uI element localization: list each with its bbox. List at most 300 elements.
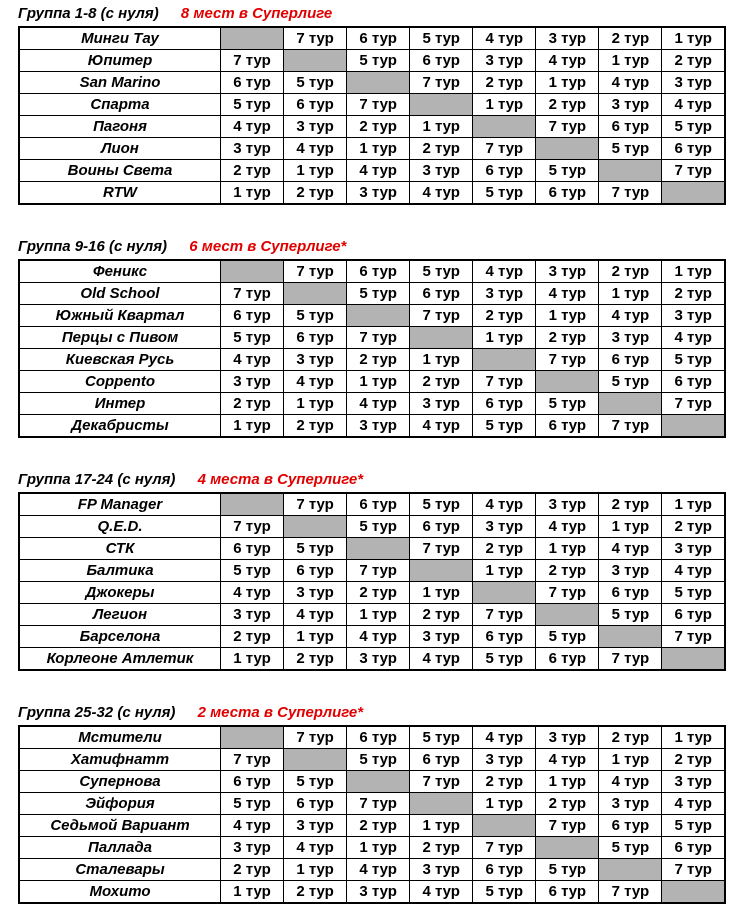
table-row (19, 327, 725, 349)
group-note: 2 места в Суперлиге* (197, 704, 364, 721)
self-match-cell (662, 648, 725, 671)
round-cell: 3 тур (410, 859, 473, 881)
round-cell: 4 тур (536, 50, 599, 72)
round-cell: 1 тур (347, 837, 410, 859)
round-cell: 3 тур (599, 327, 662, 349)
round-cell: 5 тур (410, 27, 473, 50)
table-row (19, 415, 725, 438)
round-cell: 2 тур (284, 648, 347, 671)
round-cell: 3 тур (221, 138, 284, 160)
round-cell: 6 тур (284, 94, 347, 116)
round-cell: 4 тур (599, 305, 662, 327)
round-cell: 7 тур (599, 182, 662, 205)
round-cell: 5 тур (536, 393, 599, 415)
table-row (19, 560, 725, 582)
table-row (19, 582, 725, 604)
round-cell: 1 тур (599, 516, 662, 538)
self-match-cell (410, 327, 473, 349)
team-name: Легион (19, 604, 221, 626)
round-cell: 3 тур (536, 260, 599, 283)
table-row (19, 138, 725, 160)
self-match-cell (536, 604, 599, 626)
round-cell: 7 тур (284, 726, 347, 749)
round-cell: 7 тур (599, 881, 662, 904)
table-row (19, 182, 725, 205)
round-cell: 5 тур (284, 771, 347, 793)
round-cell: 3 тур (284, 815, 347, 837)
group-title: Группа 1-8 (18, 5, 97, 22)
group-header-3 (18, 470, 363, 490)
round-cell: 2 тур (347, 582, 410, 604)
round-cell: 4 тур (347, 160, 410, 182)
round-cell: 6 тур (473, 160, 536, 182)
table-row (19, 771, 725, 793)
round-cell: 7 тур (662, 160, 725, 182)
round-cell: 2 тур (410, 138, 473, 160)
round-cell: 5 тур (221, 94, 284, 116)
table-row (19, 72, 725, 94)
schedule-table-1 (18, 26, 726, 205)
round-cell: 3 тур (536, 493, 599, 516)
team-name: СТК (19, 538, 221, 560)
round-cell: 1 тур (410, 582, 473, 604)
round-cell: 4 тур (347, 859, 410, 881)
round-cell: 6 тур (410, 50, 473, 72)
round-cell: 4 тур (410, 881, 473, 904)
round-cell: 2 тур (662, 283, 725, 305)
round-cell: 6 тур (599, 116, 662, 138)
round-cell: 7 тур (347, 793, 410, 815)
self-match-cell (284, 516, 347, 538)
round-cell: 1 тур (221, 415, 284, 438)
round-cell: 3 тур (662, 305, 725, 327)
team-name: Пагоня (19, 116, 221, 138)
round-cell: 4 тур (410, 182, 473, 205)
round-cell: 1 тур (599, 50, 662, 72)
round-cell: 7 тур (221, 749, 284, 771)
round-cell: 5 тур (284, 72, 347, 94)
table-row (19, 538, 725, 560)
round-cell: 1 тур (599, 283, 662, 305)
round-cell: 1 тур (221, 648, 284, 671)
round-cell: 6 тур (347, 27, 410, 50)
round-cell: 3 тур (410, 160, 473, 182)
round-cell: 1 тур (536, 305, 599, 327)
round-cell: 3 тур (473, 749, 536, 771)
round-cell: 5 тур (221, 327, 284, 349)
round-cell: 2 тур (599, 493, 662, 516)
group-subtitle: (с нуля) (100, 5, 159, 22)
round-cell: 7 тур (662, 626, 725, 648)
team-name: Балтика (19, 560, 221, 582)
team-name: Соррento (19, 371, 221, 393)
round-cell: 5 тур (347, 50, 410, 72)
round-cell: 3 тур (536, 726, 599, 749)
self-match-cell (221, 726, 284, 749)
self-match-cell (221, 260, 284, 283)
self-match-cell (473, 582, 536, 604)
round-cell: 7 тур (536, 349, 599, 371)
self-match-cell (536, 837, 599, 859)
round-cell: 3 тур (347, 881, 410, 904)
round-cell: 2 тур (221, 160, 284, 182)
round-cell: 6 тур (536, 415, 599, 438)
team-name: Эйфория (19, 793, 221, 815)
table-row (19, 749, 725, 771)
table-row (19, 27, 725, 50)
team-name: RTW (19, 182, 221, 205)
group-subtitle: (с нуля) (117, 471, 176, 488)
round-cell: 3 тур (347, 648, 410, 671)
round-cell: 1 тур (284, 859, 347, 881)
round-cell: 7 тур (221, 516, 284, 538)
round-cell: 4 тур (599, 538, 662, 560)
round-cell: 5 тур (662, 815, 725, 837)
table-row (19, 94, 725, 116)
team-name: Воины Света (19, 160, 221, 182)
self-match-cell (284, 749, 347, 771)
round-cell: 6 тур (536, 182, 599, 205)
team-name: Декабристы (19, 415, 221, 438)
round-cell: 6 тур (473, 393, 536, 415)
round-cell: 3 тур (410, 626, 473, 648)
round-cell: 5 тур (284, 305, 347, 327)
team-name: Джокеры (19, 582, 221, 604)
round-cell: 7 тур (536, 582, 599, 604)
round-cell: 7 тур (536, 815, 599, 837)
schedule-table-2 (18, 259, 726, 438)
round-cell: 7 тур (410, 771, 473, 793)
round-cell: 6 тур (599, 582, 662, 604)
round-cell: 3 тур (221, 837, 284, 859)
round-cell: 6 тур (536, 648, 599, 671)
group-note: 8 мест в Суперлиге (180, 5, 333, 22)
self-match-cell (347, 72, 410, 94)
round-cell: 2 тур (284, 415, 347, 438)
round-cell: 6 тур (221, 72, 284, 94)
round-cell: 4 тур (284, 371, 347, 393)
group-subtitle: (с нуля) (108, 238, 168, 255)
self-match-cell (473, 116, 536, 138)
round-cell: 2 тур (662, 516, 725, 538)
round-cell: 4 тур (221, 116, 284, 138)
round-cell: 4 тур (221, 582, 284, 604)
round-cell: 6 тур (662, 837, 725, 859)
self-match-cell (410, 94, 473, 116)
round-cell: 3 тур (599, 560, 662, 582)
table-row (19, 793, 725, 815)
team-name: Хатифнатт (19, 749, 221, 771)
group-title: Группа 9-16 (18, 238, 105, 255)
round-cell: 7 тур (284, 260, 347, 283)
round-cell: 6 тур (410, 283, 473, 305)
round-cell: 5 тур (347, 749, 410, 771)
round-cell: 6 тур (473, 859, 536, 881)
round-cell: 5 тур (410, 493, 473, 516)
round-cell: 3 тур (662, 72, 725, 94)
schedule-table-4 (18, 725, 726, 904)
round-cell: 3 тур (284, 349, 347, 371)
round-cell: 4 тур (536, 516, 599, 538)
round-cell: 1 тур (536, 538, 599, 560)
round-cell: 1 тур (221, 881, 284, 904)
table-row (19, 626, 725, 648)
round-cell: 1 тур (662, 27, 725, 50)
schedule-table-3 (18, 492, 726, 671)
round-cell: 1 тур (221, 182, 284, 205)
table-row (19, 305, 725, 327)
round-cell: 6 тур (662, 371, 725, 393)
round-cell: 5 тур (662, 116, 725, 138)
self-match-cell (536, 138, 599, 160)
table-row (19, 283, 725, 305)
round-cell: 4 тур (347, 626, 410, 648)
self-match-cell (221, 493, 284, 516)
round-cell: 2 тур (347, 815, 410, 837)
round-cell: 6 тур (662, 138, 725, 160)
round-cell: 3 тур (347, 182, 410, 205)
group-note: 6 мест в Суперлиге* (189, 238, 347, 255)
round-cell: 5 тур (599, 371, 662, 393)
round-cell: 7 тур (662, 393, 725, 415)
self-match-cell (599, 160, 662, 182)
round-cell: 5 тур (473, 881, 536, 904)
round-cell: 5 тур (410, 726, 473, 749)
round-cell: 7 тур (473, 371, 536, 393)
round-cell: 7 тур (347, 327, 410, 349)
round-cell: 5 тур (473, 415, 536, 438)
group-subtitle: (с нуля) (117, 704, 176, 721)
group-note: 4 места в Суперлиге* (197, 471, 364, 488)
team-name: Old School (19, 283, 221, 305)
round-cell: 1 тур (410, 116, 473, 138)
round-cell: 7 тур (536, 116, 599, 138)
round-cell: 6 тур (347, 260, 410, 283)
table-row (19, 837, 725, 859)
round-cell: 5 тур (536, 160, 599, 182)
round-cell: 2 тур (599, 27, 662, 50)
round-cell: 2 тур (536, 327, 599, 349)
self-match-cell (284, 283, 347, 305)
round-cell: 4 тур (662, 94, 725, 116)
group-title: Группа 25-32 (18, 704, 114, 721)
team-name: Перцы с Пивом (19, 327, 221, 349)
table-row (19, 604, 725, 626)
round-cell: 2 тур (410, 371, 473, 393)
team-name: Спарта (19, 94, 221, 116)
round-cell: 5 тур (473, 182, 536, 205)
table-row (19, 881, 725, 904)
self-match-cell (284, 50, 347, 72)
round-cell: 7 тур (410, 305, 473, 327)
round-cell: 4 тур (536, 283, 599, 305)
round-cell: 6 тур (410, 749, 473, 771)
round-cell: 1 тур (536, 72, 599, 94)
round-cell: 7 тур (473, 837, 536, 859)
round-cell: 1 тур (662, 493, 725, 516)
round-cell: 2 тур (410, 837, 473, 859)
round-cell: 7 тур (284, 27, 347, 50)
team-name: Феникс (19, 260, 221, 283)
round-cell: 6 тур (284, 560, 347, 582)
team-name: Седьмой Вариант (19, 815, 221, 837)
self-match-cell (347, 538, 410, 560)
team-name: Паллада (19, 837, 221, 859)
team-name: Минги Тау (19, 27, 221, 50)
round-cell: 4 тур (473, 260, 536, 283)
round-cell: 1 тур (284, 160, 347, 182)
round-cell: 5 тур (221, 560, 284, 582)
table-row (19, 116, 725, 138)
round-cell: 6 тур (347, 493, 410, 516)
round-cell: 7 тур (599, 648, 662, 671)
round-cell: 2 тур (662, 50, 725, 72)
round-cell: 5 тур (599, 837, 662, 859)
round-cell: 1 тур (284, 626, 347, 648)
round-cell: 7 тур (599, 415, 662, 438)
team-name: Южный Квартал (19, 305, 221, 327)
round-cell: 4 тур (284, 138, 347, 160)
team-name: Барселона (19, 626, 221, 648)
round-cell: 6 тур (221, 305, 284, 327)
round-cell: 6 тур (221, 538, 284, 560)
table-row (19, 160, 725, 182)
self-match-cell (599, 859, 662, 881)
table-row (19, 349, 725, 371)
self-match-cell (410, 793, 473, 815)
round-cell: 1 тур (662, 726, 725, 749)
round-cell: 3 тур (662, 771, 725, 793)
round-cell: 1 тур (284, 393, 347, 415)
round-cell: 4 тур (599, 72, 662, 94)
team-name: San Marino (19, 72, 221, 94)
round-cell: 4 тур (221, 349, 284, 371)
round-cell: 6 тур (662, 604, 725, 626)
round-cell: 3 тур (473, 50, 536, 72)
round-cell: 1 тур (473, 94, 536, 116)
round-cell: 7 тур (347, 560, 410, 582)
round-cell: 7 тур (221, 50, 284, 72)
self-match-cell (473, 815, 536, 837)
round-cell: 1 тур (662, 260, 725, 283)
self-match-cell (347, 771, 410, 793)
self-match-cell (473, 349, 536, 371)
round-cell: 6 тур (473, 626, 536, 648)
round-cell: 4 тур (662, 327, 725, 349)
round-cell: 2 тур (347, 116, 410, 138)
round-cell: 4 тур (599, 771, 662, 793)
self-match-cell (662, 182, 725, 205)
round-cell: 6 тур (599, 815, 662, 837)
round-cell: 1 тур (347, 604, 410, 626)
round-cell: 2 тур (410, 604, 473, 626)
round-cell: 5 тур (536, 859, 599, 881)
round-cell: 2 тур (284, 881, 347, 904)
table-row (19, 815, 725, 837)
round-cell: 7 тур (410, 538, 473, 560)
round-cell: 6 тур (284, 327, 347, 349)
round-cell: 5 тур (599, 138, 662, 160)
round-cell: 5 тур (662, 582, 725, 604)
round-cell: 7 тур (347, 94, 410, 116)
table-row (19, 50, 725, 72)
round-cell: 3 тур (221, 371, 284, 393)
self-match-cell (410, 560, 473, 582)
round-cell: 1 тур (347, 371, 410, 393)
round-cell: 2 тур (473, 72, 536, 94)
team-name: Киевская Русь (19, 349, 221, 371)
round-cell: 1 тур (536, 771, 599, 793)
round-cell: 6 тур (347, 726, 410, 749)
round-cell: 5 тур (410, 260, 473, 283)
round-cell: 3 тур (284, 116, 347, 138)
round-cell: 2 тур (662, 749, 725, 771)
round-cell: 5 тур (347, 516, 410, 538)
round-cell: 3 тур (599, 793, 662, 815)
team-name: Q.E.D. (19, 516, 221, 538)
round-cell: 3 тур (221, 604, 284, 626)
round-cell: 5 тур (599, 604, 662, 626)
table-row (19, 260, 725, 283)
table-row (19, 393, 725, 415)
round-cell: 2 тур (473, 771, 536, 793)
round-cell: 1 тур (473, 793, 536, 815)
table-row (19, 493, 725, 516)
group-header-2 (18, 237, 346, 257)
round-cell: 4 тур (221, 815, 284, 837)
round-cell: 4 тур (473, 27, 536, 50)
round-cell: 1 тур (410, 349, 473, 371)
round-cell: 7 тур (473, 604, 536, 626)
round-cell: 5 тур (284, 538, 347, 560)
round-cell: 1 тур (347, 138, 410, 160)
round-cell: 3 тур (347, 415, 410, 438)
team-name: Юпитер (19, 50, 221, 72)
team-name: Лион (19, 138, 221, 160)
round-cell: 4 тур (473, 726, 536, 749)
team-name: FP Manager (19, 493, 221, 516)
self-match-cell (662, 881, 725, 904)
round-cell: 4 тур (347, 393, 410, 415)
self-match-cell (599, 626, 662, 648)
round-cell: 5 тур (536, 626, 599, 648)
round-cell: 2 тур (284, 182, 347, 205)
round-cell: 5 тур (347, 283, 410, 305)
round-cell: 1 тур (473, 560, 536, 582)
round-cell: 2 тур (221, 393, 284, 415)
round-cell: 4 тур (536, 749, 599, 771)
round-cell: 4 тур (284, 604, 347, 626)
round-cell: 1 тур (599, 749, 662, 771)
round-cell: 5 тур (662, 349, 725, 371)
team-name: Сталевары (19, 859, 221, 881)
round-cell: 2 тур (221, 626, 284, 648)
round-cell: 4 тур (410, 415, 473, 438)
round-cell: 2 тур (473, 538, 536, 560)
round-cell: 2 тур (599, 726, 662, 749)
round-cell: 4 тур (662, 560, 725, 582)
round-cell: 5 тур (473, 648, 536, 671)
round-cell: 4 тур (662, 793, 725, 815)
round-cell: 6 тур (410, 516, 473, 538)
round-cell: 5 тур (221, 793, 284, 815)
table-row (19, 516, 725, 538)
round-cell: 7 тур (284, 493, 347, 516)
group-title: Группа 17-24 (18, 471, 114, 488)
team-name: Супернова (19, 771, 221, 793)
round-cell: 6 тур (221, 771, 284, 793)
self-match-cell (536, 371, 599, 393)
